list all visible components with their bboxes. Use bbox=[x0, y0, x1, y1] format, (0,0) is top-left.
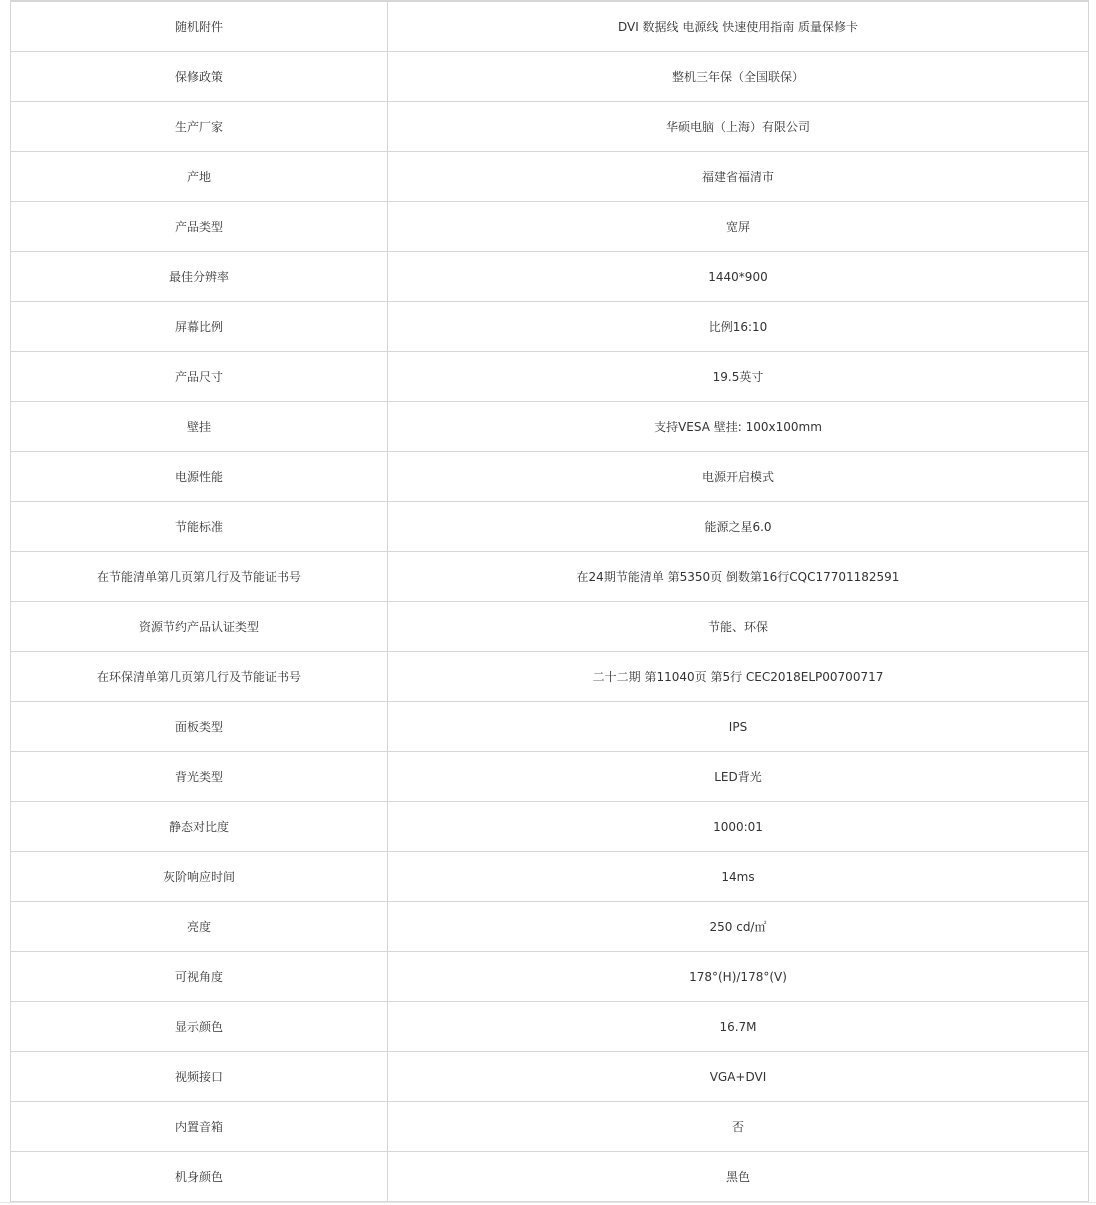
spec-value-wall-mount: 支持VESA 壁挂: 100x100mm bbox=[388, 402, 1089, 452]
spec-label-accessories: 随机附件 bbox=[11, 1, 388, 52]
table-row bbox=[11, 552, 1089, 602]
table-row bbox=[11, 202, 1089, 252]
spec-value-body-color: 黑色 bbox=[388, 1152, 1089, 1202]
table-row bbox=[11, 52, 1089, 102]
spec-value-response-time: 14ms bbox=[388, 852, 1089, 902]
spec-value-eco-list: 二十二期 第11040页 第5行 CEC2018ELP00700717 bbox=[388, 652, 1089, 702]
table-row bbox=[11, 702, 1089, 752]
spec-value-accessories: DVI 数据线 电源线 快速使用指南 质量保修卡 bbox=[388, 1, 1089, 52]
spec-value-aspect-ratio: 比例16:10 bbox=[388, 302, 1089, 352]
spec-label-response-time: 灰阶响应时间 bbox=[11, 852, 388, 902]
table-row bbox=[11, 1152, 1089, 1202]
table-row bbox=[11, 902, 1089, 952]
spec-value-energy-standard: 能源之星6.0 bbox=[388, 502, 1089, 552]
table-row bbox=[11, 1, 1089, 52]
spec-value-speakers: 否 bbox=[388, 1102, 1089, 1152]
spec-label-origin: 产地 bbox=[11, 152, 388, 202]
spec-table bbox=[10, 0, 1089, 1202]
table-row bbox=[11, 952, 1089, 1002]
spec-label-display-colors: 显示颜色 bbox=[11, 1002, 388, 1052]
table-row bbox=[11, 302, 1089, 352]
table-row bbox=[11, 852, 1089, 902]
spec-table-body bbox=[11, 1, 1089, 1202]
table-row bbox=[11, 102, 1089, 152]
spec-value-product-type: 宽屏 bbox=[388, 202, 1089, 252]
spec-value-viewing-angle: 178°(H)/178°(V) bbox=[388, 952, 1089, 1002]
spec-label-resolution: 最佳分辨率 bbox=[11, 252, 388, 302]
table-row bbox=[11, 352, 1089, 402]
spec-label-energy-list: 在节能清单第几页第几行及节能证书号 bbox=[11, 552, 388, 602]
table-row bbox=[11, 602, 1089, 652]
spec-label-backlight: 背光类型 bbox=[11, 752, 388, 802]
spec-value-brightness: 250 cd/㎡ bbox=[388, 902, 1089, 952]
spec-value-certification-type: 节能、环保 bbox=[388, 602, 1089, 652]
spec-label-certification-type: 资源节约产品认证类型 bbox=[11, 602, 388, 652]
bottom-divider bbox=[0, 1202, 1096, 1203]
spec-value-video-ports: VGA+DVI bbox=[388, 1052, 1089, 1102]
spec-value-contrast: 1000:01 bbox=[388, 802, 1089, 852]
spec-label-power: 电源性能 bbox=[11, 452, 388, 502]
spec-label-warranty: 保修政策 bbox=[11, 52, 388, 102]
table-row bbox=[11, 502, 1089, 552]
spec-label-viewing-angle: 可视角度 bbox=[11, 952, 388, 1002]
spec-label-wall-mount: 壁挂 bbox=[11, 402, 388, 452]
table-row bbox=[11, 1052, 1089, 1102]
spec-label-body-color: 机身颜色 bbox=[11, 1152, 388, 1202]
table-row bbox=[11, 252, 1089, 302]
spec-label-speakers: 内置音箱 bbox=[11, 1102, 388, 1152]
spec-label-video-ports: 视频接口 bbox=[11, 1052, 388, 1102]
spec-value-backlight: LED背光 bbox=[388, 752, 1089, 802]
spec-label-contrast: 静态对比度 bbox=[11, 802, 388, 852]
table-row bbox=[11, 652, 1089, 702]
spec-value-display-colors: 16.7M bbox=[388, 1002, 1089, 1052]
table-row bbox=[11, 152, 1089, 202]
table-row bbox=[11, 1102, 1089, 1152]
spec-value-energy-list: 在24期节能清单 第5350页 倒数第16行CQC17701182591 bbox=[388, 552, 1089, 602]
table-row bbox=[11, 452, 1089, 502]
spec-value-power: 电源开启模式 bbox=[388, 452, 1089, 502]
spec-label-manufacturer: 生产厂家 bbox=[11, 102, 388, 152]
table-row bbox=[11, 752, 1089, 802]
spec-label-eco-list: 在环保清单第几页第几行及节能证书号 bbox=[11, 652, 388, 702]
spec-label-panel-type: 面板类型 bbox=[11, 702, 388, 752]
spec-label-screen-size: 产品尺寸 bbox=[11, 352, 388, 402]
table-row bbox=[11, 402, 1089, 452]
spec-label-product-type: 产品类型 bbox=[11, 202, 388, 252]
spec-value-origin: 福建省福清市 bbox=[388, 152, 1089, 202]
spec-value-warranty: 整机三年保（全国联保） bbox=[388, 52, 1089, 102]
spec-value-resolution: 1440*900 bbox=[388, 252, 1089, 302]
table-row bbox=[11, 802, 1089, 852]
spec-value-manufacturer: 华硕电脑（上海）有限公司 bbox=[388, 102, 1089, 152]
spec-value-panel-type: IPS bbox=[388, 702, 1089, 752]
spec-label-aspect-ratio: 屏幕比例 bbox=[11, 302, 388, 352]
spec-label-brightness: 亮度 bbox=[11, 902, 388, 952]
table-row bbox=[11, 1002, 1089, 1052]
spec-value-screen-size: 19.5英寸 bbox=[388, 352, 1089, 402]
spec-label-energy-standard: 节能标准 bbox=[11, 502, 388, 552]
